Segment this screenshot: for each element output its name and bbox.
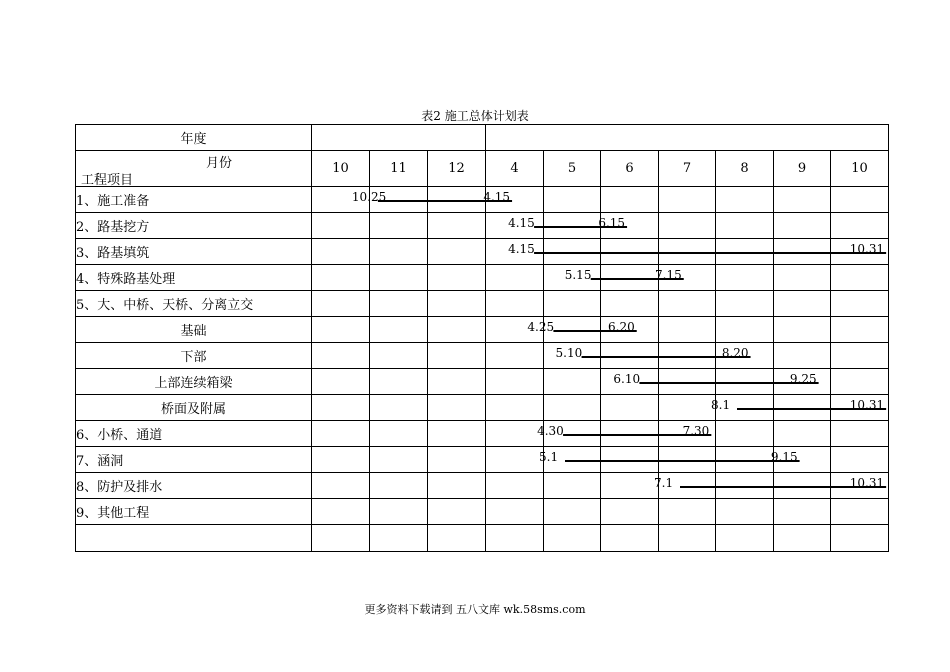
schedule-cell [312,239,370,265]
schedule-cell [774,421,831,447]
schedule-cell [774,213,831,239]
schedule-cell [659,499,716,525]
schedule-cell [428,317,486,343]
schedule-cell [831,369,889,395]
table-row [76,369,889,395]
schedule-cell [601,421,659,447]
schedule-cell [544,421,601,447]
schedule-table [75,124,889,552]
schedule-cell [659,317,716,343]
item-name-cell: 3、路基填筑 [76,239,312,265]
end-date-label: 9.15 [770,450,798,464]
schedule-cell [716,421,774,447]
month-project-header-cell [76,151,312,187]
schedule-cell [601,213,659,239]
schedule-cell [601,499,659,525]
start-date-label: 4.30 [537,424,564,438]
schedule-cell [716,291,774,317]
month-header: 10 [831,151,889,187]
schedule-cell [544,343,601,369]
month-header: 4 [486,151,544,187]
schedule-cell [428,473,486,499]
schedule-cell [486,291,544,317]
end-date-label: 8.20 [721,346,749,360]
start-date-label: 5.10 [555,346,583,360]
schedule-cell [370,473,428,499]
start-date-label: 8.1 [711,398,731,412]
item-name-cell: 8、防护及排水 [76,473,312,499]
schedule-cell [428,187,486,213]
month-header: 8 [716,151,774,187]
schedule-cell [544,447,601,473]
item-name-cell: 5、大、中桥、天桥、分离立交 [76,291,312,317]
schedule-cell [428,421,486,447]
start-date-label: 7.1 [654,476,674,490]
schedule-cell [312,369,370,395]
schedule-cell [370,499,428,525]
schedule-cell [774,499,831,525]
schedule-cell [486,473,544,499]
table-row [76,473,889,499]
schedule-cell [601,525,659,552]
schedule-cell [370,369,428,395]
schedule-cell [716,213,774,239]
schedule-cell [544,395,601,421]
schedule-cell [774,265,831,291]
schedule-cell [716,369,774,395]
item-name-cell: 1、施工准备 [76,187,312,213]
schedule-cell [486,343,544,369]
footer-text: 更多资料下载请到 五八文库 wk.58sms.com [364,603,586,616]
schedule-cell [659,187,716,213]
year-header-row [76,125,889,151]
schedule-cell [312,499,370,525]
schedule-cell [831,317,889,343]
table-row [76,395,889,421]
item-name-cell: 2、路基挖方 [76,213,312,239]
end-date-label: 10.31 [849,476,885,490]
schedule-cell [370,291,428,317]
table-row [76,421,889,447]
schedule-cell [774,447,831,473]
schedule-cell [774,343,831,369]
month-header: 11 [370,151,428,187]
schedule-cell [428,343,486,369]
schedule-cell [486,447,544,473]
schedule-cell [428,239,486,265]
schedule-cell [601,239,659,265]
schedule-cell [831,473,889,499]
schedule-cell [601,447,659,473]
table-row [76,213,889,239]
schedule-cell [544,473,601,499]
end-date-label: 9.25 [789,372,817,386]
schedule-cell [428,395,486,421]
table-row [76,317,889,343]
table-row [76,265,889,291]
schedule-cell [716,317,774,343]
year-cell-second [486,125,889,151]
schedule-cell [716,265,774,291]
schedule-cell [370,421,428,447]
schedule-cell [428,265,486,291]
schedule-cell [312,317,370,343]
schedule-cell [831,213,889,239]
table-row [76,239,889,265]
table-row [76,187,889,213]
schedule-cell [601,473,659,499]
schedule-cell [659,525,716,552]
schedule-cell [544,369,601,395]
schedule-cell [544,499,601,525]
schedule-cell [312,265,370,291]
schedule-cell [370,187,428,213]
schedule-cell [831,395,889,421]
month-label: 月份 [206,156,233,171]
schedule-cell [831,525,889,552]
schedule-cell [486,187,544,213]
item-name-cell: 9、其他工程 [76,499,312,525]
table-caption: 表2 施工总体计划表 [421,109,529,123]
start-date-label: 4.15 [508,216,535,230]
schedule-cell [486,499,544,525]
year-cell-first [312,125,486,151]
item-name-cell [76,525,312,552]
schedule-cell [716,473,774,499]
schedule-cell [774,187,831,213]
schedule-cell [544,317,601,343]
end-date-label: 7.15 [655,268,682,282]
schedule-cell [486,239,544,265]
schedule-cell [428,447,486,473]
schedule-cell [370,213,428,239]
end-date-label: 6.15 [598,216,626,230]
schedule-cell [716,499,774,525]
table-row [76,343,889,369]
schedule-cell [486,421,544,447]
schedule-cell [312,473,370,499]
schedule-cell [370,317,428,343]
schedule-cell [774,291,831,317]
schedule-cell [601,187,659,213]
schedule-cell [774,369,831,395]
schedule-cell [601,317,659,343]
schedule-cell [774,473,831,499]
schedule-cell [428,291,486,317]
schedule-cell [312,525,370,552]
schedule-cell [601,291,659,317]
schedule-cell [659,447,716,473]
schedule-cell [716,239,774,265]
start-date-label: 5.15 [564,268,592,282]
schedule-cell [312,421,370,447]
schedule-cell [486,525,544,552]
schedule-cell [370,265,428,291]
schedule-cell [774,317,831,343]
schedule-cell [312,395,370,421]
schedule-cell [544,291,601,317]
start-date-label: 10.25 [351,190,387,204]
schedule-cell [544,239,601,265]
schedule-cell [370,525,428,552]
schedule-cell [428,213,486,239]
item-name-cell: 桥面及附属 [76,395,312,421]
schedule-cell [370,395,428,421]
schedule-cell [716,447,774,473]
schedule-cell [312,213,370,239]
start-date-label: 4.25 [527,320,555,334]
schedule-cell [312,187,370,213]
year-header-cell: 年度 [76,125,312,151]
schedule-cell [486,213,544,239]
month-header: 7 [659,151,716,187]
month-header: 10 [312,151,370,187]
schedule-cell [370,239,428,265]
schedule-cell [774,239,831,265]
schedule-cell [428,499,486,525]
start-date-label: 5.1 [539,450,559,464]
table-row [76,291,889,317]
item-name-cell: 7、涵洞 [76,447,312,473]
schedule-cell [659,239,716,265]
month-header-row [76,151,889,187]
end-date-label: 10.31 [849,242,885,256]
month-header: 9 [774,151,831,187]
schedule-cell [544,187,601,213]
schedule-cell [716,187,774,213]
schedule-cell [659,265,716,291]
schedule-cell [544,213,601,239]
schedule-cell [716,395,774,421]
schedule-cell [659,343,716,369]
end-date-label: 10.31 [849,398,885,412]
item-name-cell: 下部 [76,343,312,369]
schedule-cell [601,395,659,421]
schedule-cell [370,343,428,369]
schedule-cell [831,421,889,447]
schedule-cell [831,343,889,369]
schedule-cell [601,265,659,291]
schedule-cell [486,317,544,343]
end-date-label: 7.30 [682,424,710,438]
schedule-cell [831,239,889,265]
table-row [76,525,889,552]
schedule-cell [831,447,889,473]
schedule-cell [831,291,889,317]
item-name-cell: 6、小桥、通道 [76,421,312,447]
schedule-cell [312,447,370,473]
end-date-label: 4.15 [483,190,511,204]
schedule-cell [601,343,659,369]
schedule-cell [831,265,889,291]
schedule-cell [716,525,774,552]
schedule-cell [544,525,601,552]
schedule-cell [774,395,831,421]
schedule-cell [428,369,486,395]
month-header: 12 [428,151,486,187]
month-header: 5 [544,151,601,187]
table-row [76,499,889,525]
schedule-cell [774,525,831,552]
item-name-cell: 上部连续箱梁 [76,369,312,395]
item-name-cell: 基础 [76,317,312,343]
schedule-cell [370,447,428,473]
schedule-cell [659,421,716,447]
schedule-cell [831,499,889,525]
schedule-cell [486,265,544,291]
schedule-cell [659,369,716,395]
schedule-cell [312,343,370,369]
schedule-cell [486,395,544,421]
end-date-label: 6.20 [608,320,635,334]
schedule-cell [428,525,486,552]
schedule-cell [659,213,716,239]
schedule-cell [601,369,659,395]
schedule-cell [544,265,601,291]
schedule-cell [486,369,544,395]
project-label: 工程项目 [81,173,134,188]
schedule-cell [659,395,716,421]
table-row [76,447,889,473]
start-date-label: 4.15 [508,242,535,256]
schedule-cell [831,187,889,213]
schedule-cell [716,343,774,369]
schedule-cell [312,291,370,317]
start-date-label: 6.10 [613,372,641,386]
schedule-cell [659,473,716,499]
item-name-cell: 4、特殊路基处理 [76,265,312,291]
schedule-cell [659,291,716,317]
month-header: 6 [601,151,659,187]
